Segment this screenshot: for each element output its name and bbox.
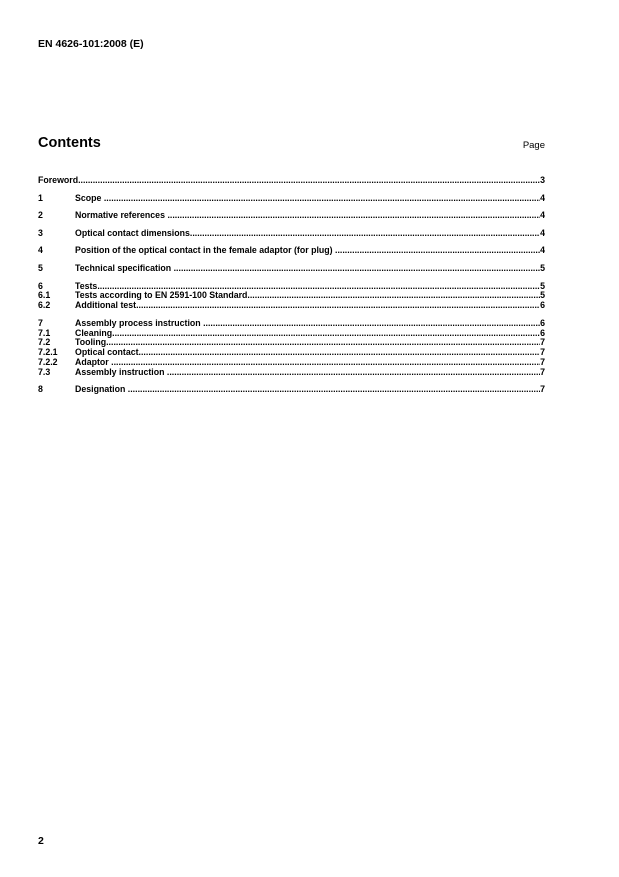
toc-entry-number: 6.1 (38, 290, 51, 301)
toc-entry-page: 5 (540, 290, 545, 301)
toc-entry-technical-specification[interactable] (38, 264, 545, 274)
toc-dot-leader (128, 385, 540, 395)
toc-entry-title: Assembly instruction (75, 366, 165, 377)
toc-dot-leader (111, 358, 540, 368)
toc-entry-title: Cleaning (75, 327, 113, 338)
toc-entry-title: Position of the optical contact in the female adaptor (for plug) (75, 245, 333, 256)
toc-entry-title: Technical specification (75, 262, 172, 273)
contents-title: Contents (38, 135, 101, 151)
toc-entry-page: 4 (540, 192, 545, 203)
toc-entry-number: 7.2.1 (38, 347, 58, 358)
toc-entry-title: Scope (75, 192, 102, 203)
toc-dot-leader (106, 338, 540, 348)
toc-entry-title: Optical contact dimensions (75, 227, 190, 238)
toc-entry-optical-contact-dimensions[interactable] (38, 229, 545, 239)
toc-entry-page: 4 (540, 227, 545, 238)
toc-dot-leader (139, 348, 541, 358)
toc-entry-title: Adaptor (75, 356, 109, 367)
toc-entry-title: Optical contact (75, 347, 139, 358)
toc-entry-page: 6 (540, 317, 545, 328)
toc-entry-page: 5 (540, 262, 545, 273)
toc-entry-page: 7 (540, 366, 545, 377)
toc-entry-title: Tooling (75, 337, 107, 348)
toc-entry-page: 6 (540, 300, 545, 311)
toc-entry-number: 7.2.2 (38, 356, 58, 367)
toc-entry-number: 2 (38, 210, 43, 221)
toc-entry-number: 4 (38, 245, 43, 256)
toc-entry-title: Foreword (38, 175, 79, 185)
toc-entry-foreword[interactable] (38, 176, 545, 186)
toc-entry-number: 3 (38, 227, 43, 238)
toc-entry-cleaning[interactable] (38, 329, 545, 339)
toc-entry-number: 7.1 (38, 327, 51, 338)
toc-dot-leader (136, 301, 540, 311)
toc-entry-page: 7 (540, 384, 545, 395)
toc-dot-leader (203, 319, 540, 329)
toc-entry-page: 3 (540, 175, 545, 185)
document-header: EN 4626-101:2008 (E) (38, 38, 144, 50)
toc-dot-leader (174, 264, 540, 274)
table-of-contents (38, 176, 545, 395)
toc-entry-page: 4 (540, 245, 545, 256)
toc-entry-number: 7.3 (38, 366, 51, 377)
page-column-label: Page (522, 140, 545, 151)
toc-entry-title: Assembly process instruction (75, 317, 201, 328)
toc-entry-title: Normative references (75, 210, 165, 221)
toc-entry-title: Additional test (75, 300, 137, 311)
toc-entry-position-optical-contact[interactable] (38, 246, 545, 256)
toc-dot-leader (167, 368, 540, 378)
toc-entry-assembly-process-instruction[interactable] (38, 319, 545, 329)
toc-dot-leader (167, 211, 540, 221)
toc-entry-title: Tests according to EN 2591-100 Standard (75, 290, 248, 301)
toc-entry-number: 6.2 (38, 300, 51, 311)
toc-dot-leader (190, 229, 540, 239)
toc-entry-number: 7 (38, 317, 43, 328)
toc-entry-number: 1 (38, 192, 43, 203)
toc-dot-leader (104, 194, 540, 204)
toc-dot-leader (247, 291, 540, 301)
toc-entry-title: Designation (75, 384, 126, 395)
toc-entry-scope[interactable] (38, 194, 545, 204)
toc-dot-leader (78, 176, 540, 186)
toc-dot-leader (112, 329, 540, 339)
toc-entry-page: 7 (540, 337, 545, 348)
toc-entry-optical-contact[interactable] (38, 348, 545, 358)
toc-entry-page: 6 (540, 327, 545, 338)
toc-entry-additional-test[interactable] (38, 301, 545, 311)
toc-entry-normative-references[interactable] (38, 211, 545, 221)
toc-entry-page: 4 (540, 210, 545, 221)
toc-entry-number: 5 (38, 262, 43, 273)
toc-entry-number: 6 (38, 280, 43, 291)
toc-entry-page: 5 (540, 280, 545, 291)
toc-entry-assembly-instruction[interactable] (38, 368, 545, 378)
toc-entry-designation[interactable] (38, 385, 545, 395)
toc-entry-page: 7 (540, 356, 545, 367)
toc-dot-leader (335, 246, 540, 256)
toc-entry-page: 7 (540, 347, 545, 358)
toc-entry-number: 7.2 (38, 337, 51, 348)
page-number: 2 (38, 835, 44, 847)
toc-entry-title: Tests (75, 280, 98, 291)
toc-entry-number: 8 (38, 384, 43, 395)
